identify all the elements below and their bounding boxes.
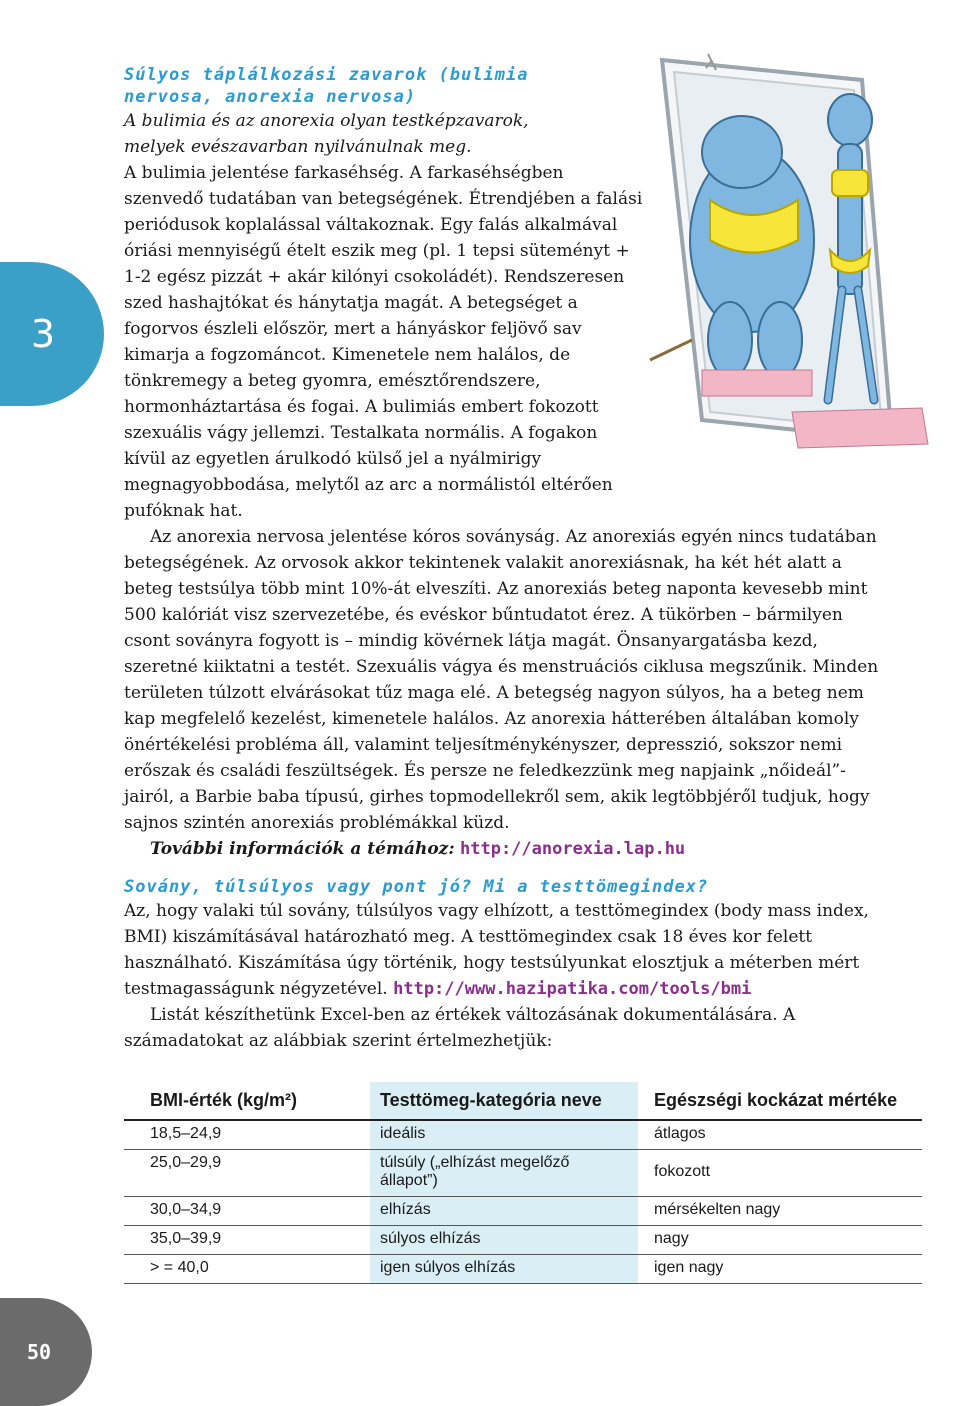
section-bulimia-anorexia (124, 64, 888, 862)
more-info-label: További információk a témához: (150, 839, 455, 859)
risk-cell: igen nagy (638, 1255, 922, 1284)
bmi-tool-link[interactable]: http://www.hazipatika.com/tools/bmi (393, 979, 752, 999)
anorexia-link[interactable]: http://anorexia.lap.hu (460, 839, 686, 859)
section-heading-eating-disorders: Súlyos táplálkozási zavarok (bulimia nervosa, anorexia nervosa) (124, 65, 529, 107)
table-header-row (124, 1082, 922, 1120)
bmi-value-cell: > = 40,0 (124, 1255, 370, 1284)
page-number: 50 (26, 1340, 52, 1364)
more-info-line (124, 836, 888, 862)
bmi-table (124, 1082, 922, 1284)
lead-line-2: melyek evészavarban nyilvánulnak meg. (124, 137, 472, 157)
risk-cell: átlagos (638, 1120, 922, 1150)
table-row (124, 1255, 922, 1284)
category-cell: ideális (370, 1120, 638, 1150)
table-row (124, 1197, 922, 1226)
bmi-value-cell: 18,5–24,9 (124, 1120, 370, 1150)
bmi-paragraph (124, 898, 888, 1002)
category-cell: elhízás (370, 1197, 638, 1226)
category-cell: túlsúly („elhízást megelőző állapot”) (370, 1150, 638, 1197)
table-row (124, 1150, 922, 1197)
section-heading-bmi: Sovány, túlsúlyos vagy pont jó? Mi a testtömegindex? (124, 877, 709, 897)
chapter-number-tab (0, 262, 104, 406)
page-number-tab (0, 1298, 92, 1406)
column-header-risk: Egészségi kockázat mértéke (638, 1082, 922, 1120)
bmi-value-cell: 30,0–34,9 (124, 1197, 370, 1226)
risk-cell: nagy (638, 1226, 922, 1255)
column-header-bmi: BMI-érték (kg/m²) (124, 1082, 370, 1120)
bulimia-paragraph: A bulimia jelentése farkaséhség. A farkaséhségben szenvedő tudatában van betegségének. Étrendjében a falási periódusok koplalással váltakoznak. Egy falás alkalmával óriási mennyiségű ételt eszik meg (pl. 1 tepsi süteményt + 1-2 egész pizzát + akár kilónyi csokoládét). Rendszeresen szed hashajtókat és hánytatja magát. A betegséget a fogorvos észleli először, mert a hányáskor feljövő sav kimarja a fogzománcot. Kimenetele nem halálos, de tönkremegy a beteg gyomra, emésztőrendszere, hormonháztartása és fogai. A bulimiás embert fokozott szexuális vágy jellemzi. Testalkata normális. A fogakon kívül az egyetlen árulkodó külső jel a nyálmirigy megnagyobbodása, melytől az arc a normálistól eltérően pufóknak hat. (124, 163, 643, 521)
table-row (124, 1120, 922, 1150)
bmi-interpretation-paragraph: Listát készíthetünk Excel-ben az értékek változásának dokumentálására. A számadatokat az alábbiak szerint értelmezhetjük: (124, 1005, 796, 1051)
category-cell: igen súlyos elhízás (370, 1255, 638, 1284)
column-header-category: Testtömeg-kategória neve (370, 1082, 638, 1120)
anorexia-paragraph: Az anorexia nervosa jelentése kóros soványság. Az anorexiás egyén nincs tudatában betegségének. Az orvosok akkor tekintenek valakit anorexiásnak, ha két hét alatt a beteg testsúlya több mint 10%-át elveszíti. Az anorexiás beteg naponta kevesebb mint 500 kalóriát visz szervezetébe, és evéskor bűntudatot érez. A tükörben – bármilyen csont soványra fogyott is – mindig kövérnek látja magát. Önsanyargatásba kezd, szeretné kiiktatni a testét. Szexuális vágya és menstruációs ciklusa megszűnik. Minden területen túlzott elvárásokat tűz maga elé. A betegség nagyon súlyos, ha a beteg nem kap megfelelő kezelést, kimenetele halálos. Az anorexia hátterében általában komoly önértékelési probléma áll, valamint teljesítménykényszer, depresszió, sokszor nemi erőszak és családi feszültségek. És persze ne feledkezzünk meg napjaink „nőideál”-jairól, a Barbie baba típusú, girhes topmodellekről sem, akik legtöbbjéről tudjuk, hogy sajnos szintén anorexiás problémákkal küzd. (124, 527, 879, 833)
table-row (124, 1226, 922, 1255)
lead-line-1: A bulimia és az anorexia olyan testképzavarok, (124, 111, 529, 131)
risk-cell: fokozott (638, 1150, 922, 1197)
category-cell: súlyos elhízás (370, 1226, 638, 1255)
bmi-value-cell: 25,0–29,9 (124, 1150, 370, 1197)
bmi-value-cell: 35,0–39,9 (124, 1226, 370, 1255)
risk-cell: mérsékelten nagy (638, 1197, 922, 1226)
chapter-number: 3 (30, 312, 56, 356)
section-bmi (124, 876, 888, 1054)
bmi-paragraph-text: Az, hogy valaki túl sovány, túlsúlyos vagy elhízott, a testtömegindex (body mass index, BMI) kiszámításával határozható meg. A testtömegindex csak 18 éves kor felett használható. Kiszámítása úgy történik, hogy testsúlyunkat elosztjuk a méterben mért testmagasságunk négyzetével. (124, 901, 869, 999)
